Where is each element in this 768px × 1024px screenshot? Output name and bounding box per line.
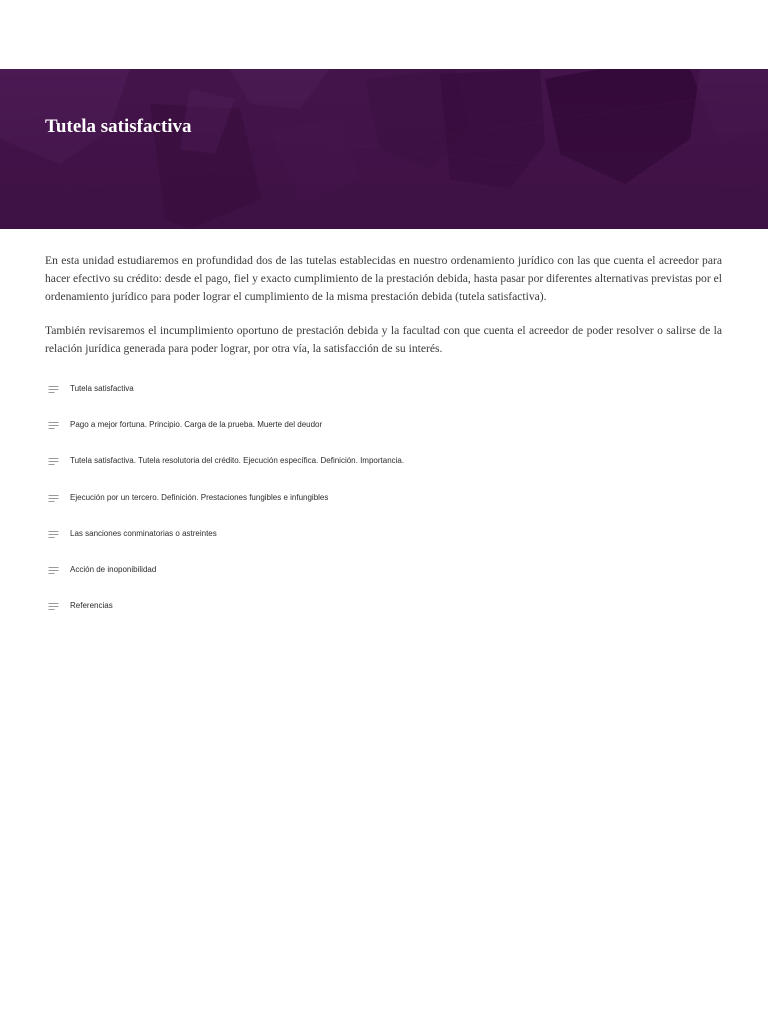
hero-banner [0, 69, 768, 229]
toc-item[interactable] [48, 380, 648, 416]
list-lines-icon [48, 494, 59, 504]
toc-item-label[interactable]: Acción de inoponibilidad [70, 564, 157, 574]
toc-item[interactable] [48, 416, 648, 452]
intro-paragraph-1: En esta unidad estudiaremos en profundidad dos de las tutelas establecidas en nuestro ordenamiento jurídico con las que cuenta el acreedor para hacer efectivo su crédito: desde el pago, fiel y exacto cumplimiento de la prestación debida, hasta pasar por diferentes alternativas previstas por el ordenamiento jurídico para poder lograr el cumplimiento de la misma prestación debida (tutela satisfactiva). [45, 254, 722, 303]
list-lines-icon [48, 385, 59, 395]
toc-item[interactable] [48, 489, 648, 525]
page-title: Tutela satisfactiva [45, 116, 192, 137]
hero-background-image [0, 69, 768, 229]
toc-item[interactable] [48, 525, 648, 561]
toc-item-label[interactable]: Ejecución por un tercero. Definición. Prestaciones fungibles e infungibles [70, 492, 329, 502]
toc-item[interactable] [48, 452, 648, 488]
list-lines-icon [48, 566, 59, 576]
toc-item[interactable] [48, 561, 648, 597]
list-lines-icon [48, 421, 59, 431]
toc-item-label[interactable]: Las sanciones conminatorias o astreintes [70, 528, 217, 538]
toc-item-label[interactable]: Pago a mejor fortuna. Principio. Carga de la prueba. Muerte del deudor [70, 420, 323, 430]
table-of-contents [48, 380, 648, 633]
list-lines-icon [48, 457, 59, 467]
toc-item-label[interactable]: Referencias [70, 601, 113, 611]
intro-paragraph-2: También revisaremos el incumplimiento oportuno de prestación debida y la facultad con que cuenta el acreedor de poder resolver o salirse de la relación jurídica generada para poder lograr, por otra vía, la satisfacción de su interés. [45, 324, 722, 355]
intro-section [45, 252, 722, 374]
toc-item-label[interactable]: Tutela satisfactiva [70, 384, 134, 393]
toc-item-label[interactable]: Tutela satisfactiva. Tutela resolutoria del crédito. Ejecución específica. Definición. Importancia. [70, 456, 405, 466]
list-lines-icon [48, 602, 59, 612]
list-lines-icon [48, 530, 59, 540]
toc-item[interactable] [48, 597, 648, 633]
